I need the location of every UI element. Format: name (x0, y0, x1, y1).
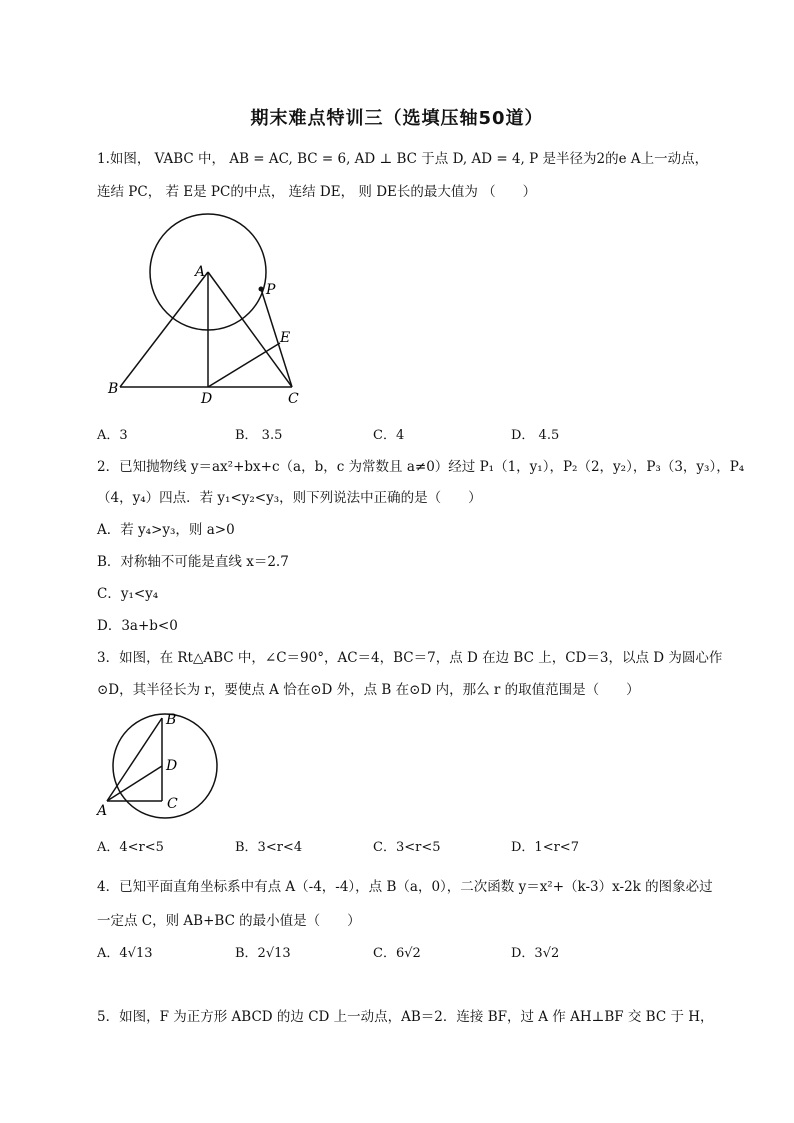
q3-option-d: D．1<r<7 (511, 840, 579, 855)
q2-option-b: B．对称轴不可能是直线 x＝2.7 (97, 554, 289, 570)
q1-segment-ab (120, 272, 208, 387)
q2-option-a: A．若 y₄>y₃，则 a>0 (97, 522, 235, 538)
q3-label-b: B (166, 712, 177, 728)
q4-option-d: D．3√2 (511, 946, 560, 961)
q2-option-c: C．y₁<y₄ (97, 586, 159, 602)
q3-label-a: A (97, 803, 108, 819)
q3-figure (95, 708, 225, 820)
q3-label-c: C (167, 796, 178, 812)
q3-text-line2: ⊙D，其半径长为 r，要使点 A 恰在⊙D 外，点 B 在⊙D 内，那么 r 的取值范围是（ ） (97, 682, 640, 698)
q4-option-a: A．4√13 (97, 946, 153, 961)
q3-option-a: A．4<r<5 (97, 840, 164, 855)
q2-option-d: D．3a+b<0 (97, 618, 178, 634)
q2-text-line2: （4，y₄）四点．若 y₁<y₂<y₃，则下列说法中正确的是（ ） (97, 490, 482, 506)
q2-text-line1: 2．已知抛物线 y＝ax²+bx+c（a，b，c 为常数且 a≠0）经过 P₁（1，y₁），P₂（2，y₂），P₃（3，y₃），P₄ (97, 459, 745, 475)
q1-point-p (259, 287, 264, 292)
q1-segment-de (208, 343, 280, 387)
q4-text-line1: 4．已知平面直角坐标系中有点 A（-4，-4），点 B（a，0），二次函数 y＝x²+（k-3）x-2k 的图象必过 (97, 879, 713, 895)
q1-figure (100, 210, 320, 410)
q3-text-line1: 3．如图，在 Rt△ABC 中，∠C＝90°，AC＝4，BC＝7，点 D 在边 BC 上，CD＝3，以点 D 为圆心作 (97, 650, 723, 666)
q3-option-b: B．3<r<4 (235, 840, 303, 855)
q1-option-b: B． 3.5 (235, 428, 283, 443)
q3-circle-d (113, 714, 217, 818)
q1-label-e: E (280, 330, 291, 346)
q1-option-c: C．4 (373, 428, 405, 443)
q1-label-c: C (288, 391, 299, 407)
q1-label-a: A (195, 264, 206, 280)
q1-option-d: D． 4.5 (511, 428, 560, 443)
q1-label-b: B (108, 381, 119, 397)
q4-option-c: C．6√2 (373, 946, 421, 961)
q3-label-d: D (166, 758, 178, 774)
q1-option-a: A．3 (97, 428, 128, 443)
page-title: 期末难点特训三（选填压轴50道） (250, 108, 544, 129)
q3-option-c: C．3<r<5 (373, 840, 441, 855)
q1-text-line2: 连结 PC， 若 E是 PC的中点， 连结 DE， 则 DE长的最大值为 （ ） (97, 184, 537, 200)
q1-label-d: D (201, 391, 213, 407)
q4-text-line2: 一定点 C，则 AB+BC 的最小值是（ ） (97, 913, 361, 929)
q4-option-b: B．2√13 (235, 946, 291, 961)
q1-text-line1: 1.如图， VABC 中， AB = AC, BC = 6, AD ⊥ BC 于点 D, AD = 4, P 是半径为2的e A上一动点， (97, 151, 709, 167)
q1-label-p: P (266, 282, 276, 298)
q5-text-line1: 5．如图，F 为正方形 ABCD 的边 CD 上一动点，AB＝2．连接 BF，过 A 作 AH⊥BF 交 BC 于 H， (97, 1009, 714, 1025)
q3-segment-ab (107, 718, 162, 801)
